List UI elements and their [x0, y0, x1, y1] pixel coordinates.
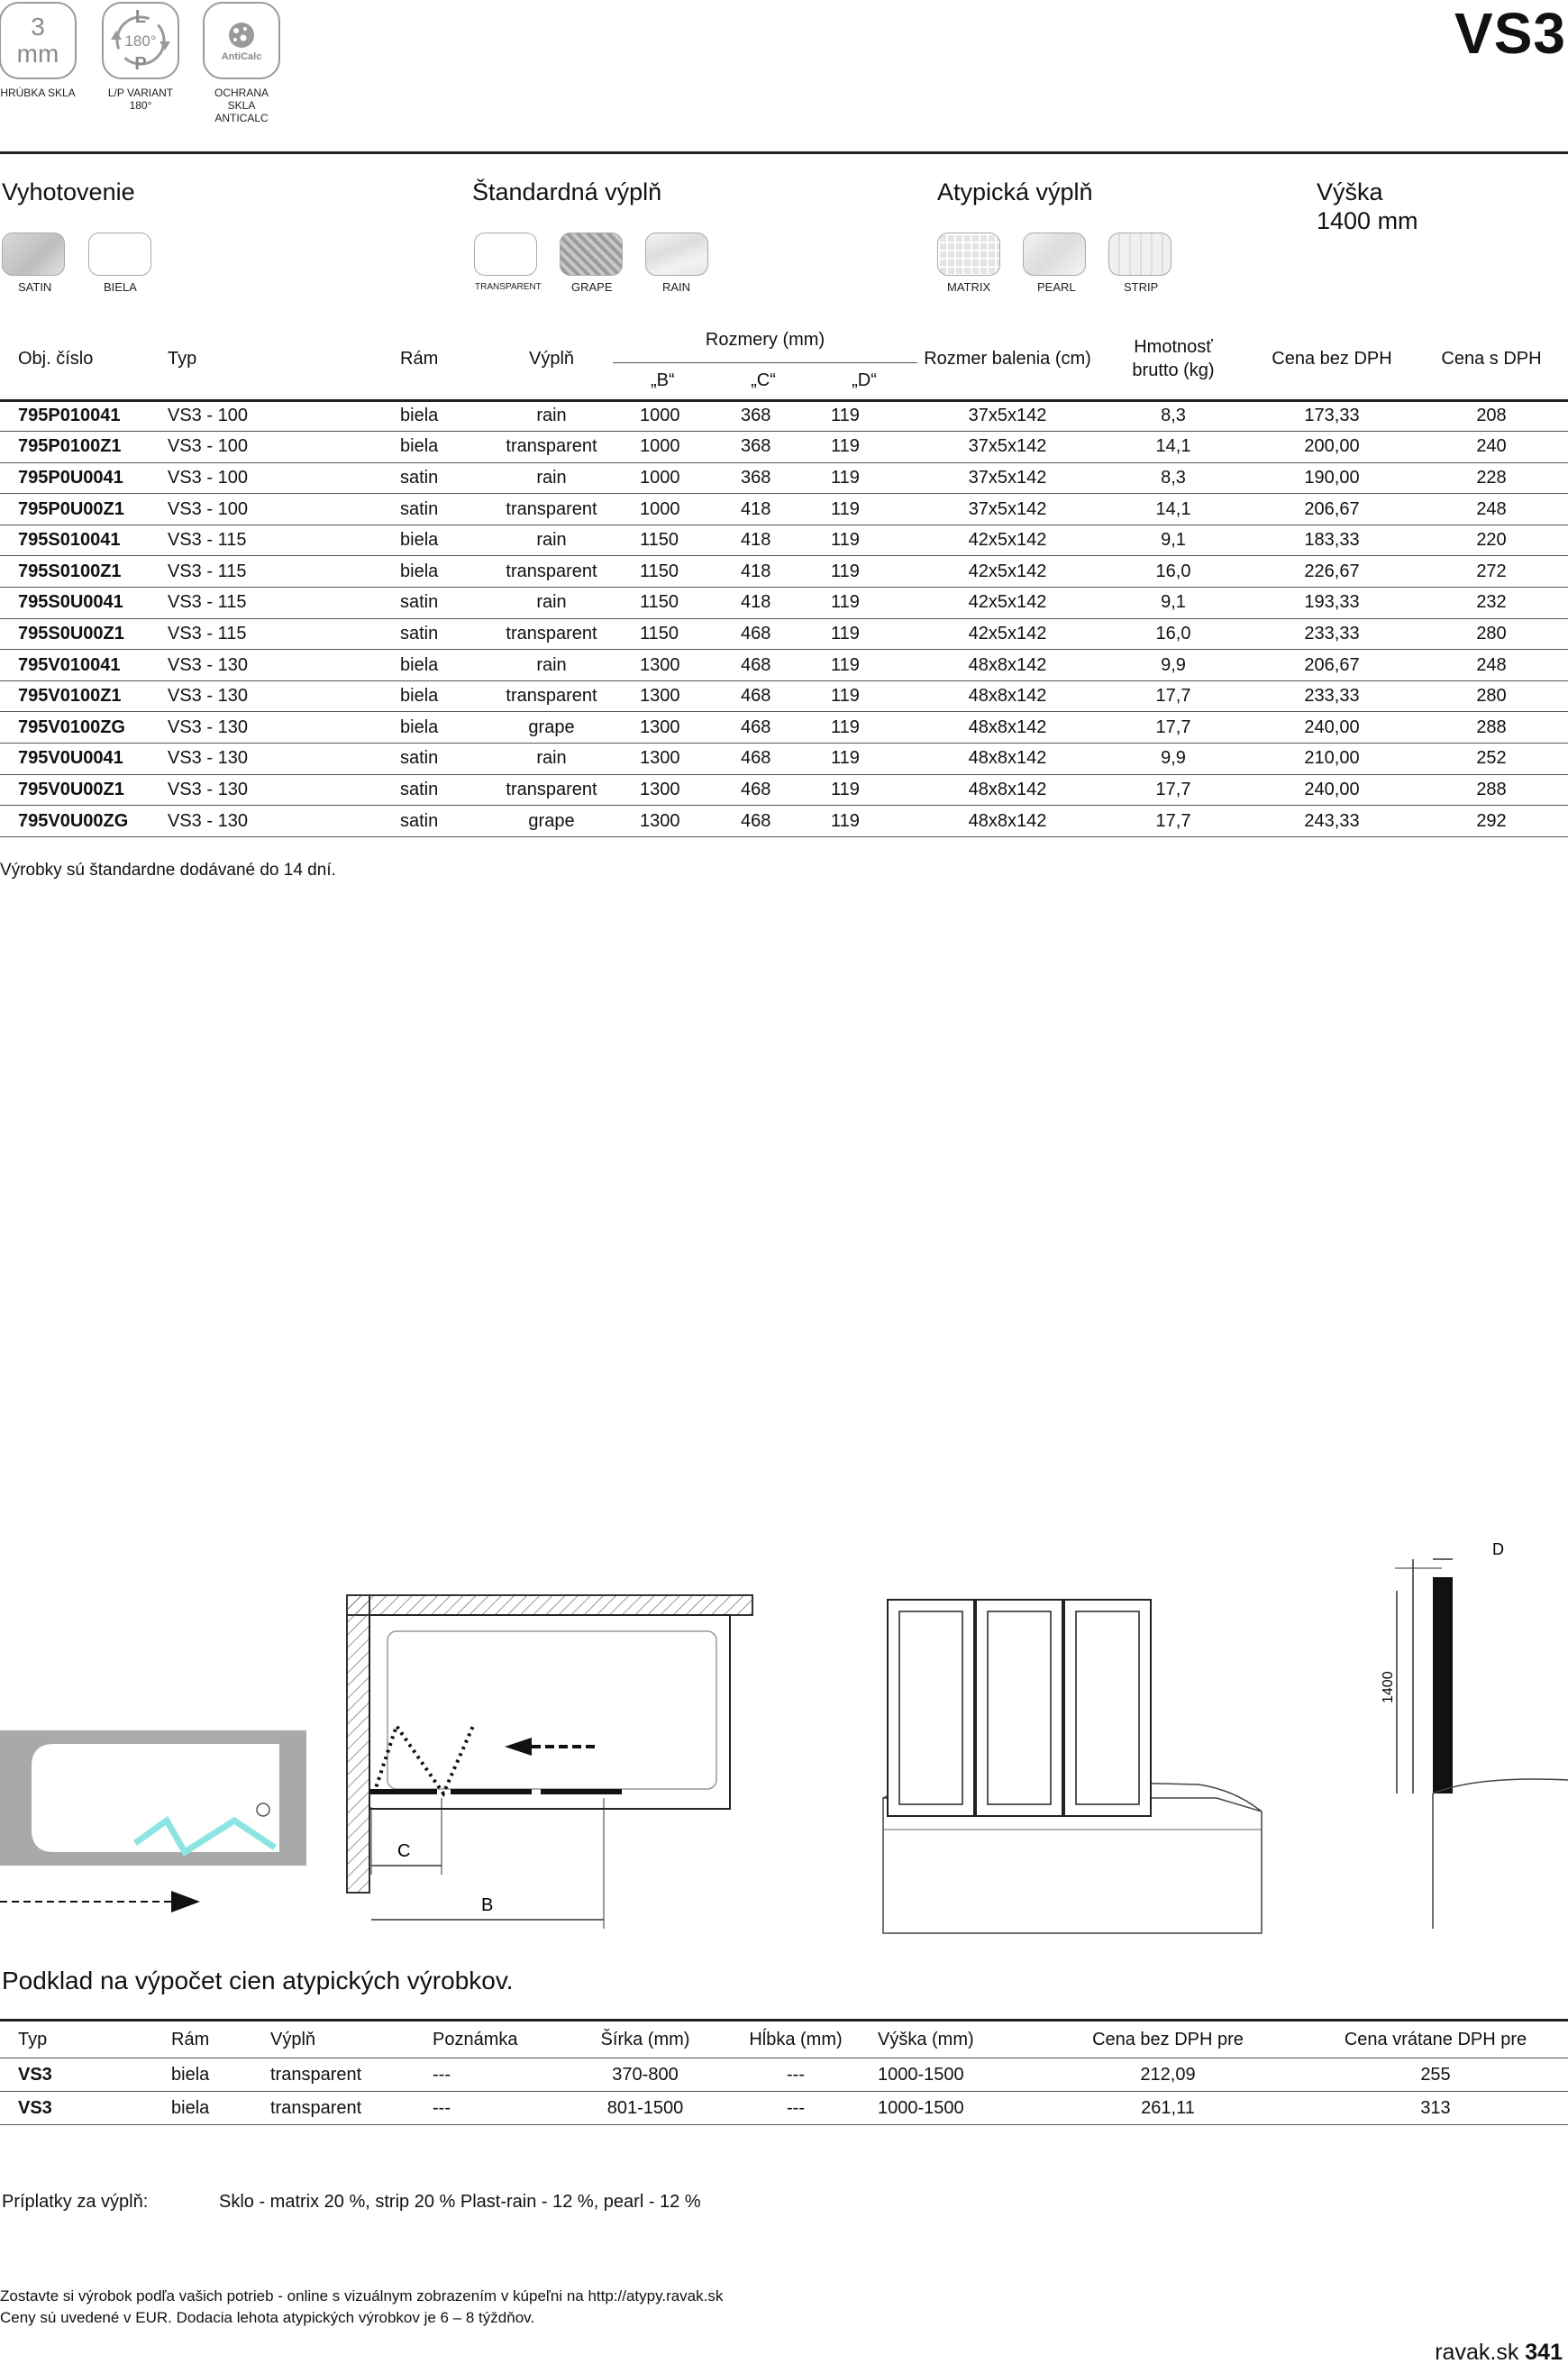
table-cell: 1000 — [613, 432, 716, 463]
table-cell: 119 — [811, 680, 917, 712]
table-cell: 9,9 — [1098, 650, 1249, 681]
anticalc-label: AntiCalc — [221, 51, 262, 62]
matrix-caption: MATRIX — [947, 280, 991, 294]
atypical-cell: --- — [416, 2058, 570, 2092]
table-cell: 240 — [1415, 432, 1568, 463]
table-cell: 1300 — [613, 680, 716, 712]
table-cell: 280 — [1415, 680, 1568, 712]
table-cell: 206,67 — [1249, 650, 1415, 681]
table-cell: VS3 - 100 — [160, 400, 400, 432]
col-price-inc: Cena s DPH — [1441, 348, 1542, 369]
table-cell: 17,7 — [1098, 712, 1249, 744]
table-cell: 418 — [716, 525, 811, 556]
page-footer — [1435, 2340, 1563, 2366]
table-cell: biela — [400, 680, 490, 712]
table-cell: 795V0U00Z1 — [0, 774, 160, 806]
table-cell: 418 — [716, 494, 811, 525]
table-cell: 200,00 — [1249, 432, 1415, 463]
transparent-caption: TRANSPARENT — [475, 282, 542, 292]
table-cell: 1300 — [613, 806, 716, 837]
col-d: „D“ — [852, 370, 877, 390]
atypical-cell: 313 — [1303, 2092, 1568, 2125]
grape-swatch — [560, 233, 623, 276]
top-divider — [0, 151, 1568, 154]
atypical-title: Podklad na výpočet cien atypických výrobkov. — [2, 1967, 514, 1994]
variant-angle: 180° — [124, 32, 157, 50]
table-cell: 368 — [716, 432, 811, 463]
atypical-header: Výška (mm) — [871, 2021, 1033, 2058]
lr-variant-icon — [102, 2, 179, 79]
surcharge-label: Príplatky za výplň: — [2, 2192, 149, 2212]
atypical-cell: 801-1500 — [570, 2092, 721, 2125]
table-cell: 292 — [1415, 806, 1568, 837]
col-price-ex: Cena bez DPH — [1272, 348, 1392, 369]
table-cell: 9,1 — [1098, 525, 1249, 556]
table-cell: VS3 - 115 — [160, 588, 400, 619]
table-cell: 468 — [716, 774, 811, 806]
table-row — [0, 680, 1568, 712]
thickness-caption: HRÚBKA SKLA — [0, 87, 76, 99]
transparent-swatch — [474, 233, 537, 276]
plan-view — [347, 1595, 752, 1929]
anticalc-icon — [203, 2, 280, 79]
col-frame: Rám — [400, 348, 439, 369]
variant-letter-p: P — [134, 54, 147, 74]
table-cell: 119 — [811, 806, 917, 837]
pearl-caption: PEARL — [1037, 280, 1076, 294]
atypical-header: Typ — [0, 2021, 160, 2058]
atypical-cell: transparent — [261, 2092, 416, 2125]
strip-caption: STRIP — [1124, 280, 1159, 294]
glass-thickness-icon — [0, 2, 77, 79]
table-row — [0, 556, 1568, 588]
table-row — [0, 400, 1568, 432]
table-cell: 795S010041 — [0, 525, 160, 556]
table-cell: 795P010041 — [0, 400, 160, 432]
table-cell: satin — [400, 494, 490, 525]
dim-b-label: B — [481, 1895, 494, 1915]
table-cell: VS3 - 115 — [160, 556, 400, 588]
table-cell: 233,33 — [1249, 618, 1415, 650]
table-cell: 42x5x142 — [917, 588, 1098, 619]
table-cell: 795S0100Z1 — [0, 556, 160, 588]
atypical-row — [0, 2092, 1568, 2125]
rain-caption: RAIN — [662, 280, 691, 294]
table-cell: 48x8x142 — [917, 806, 1098, 837]
col-fill: Výplň — [528, 348, 575, 369]
atypical-header: Poznámka — [416, 2021, 570, 2058]
atypical-cell: 255 — [1303, 2058, 1568, 2092]
table-cell: 16,0 — [1098, 618, 1249, 650]
grape-caption: GRAPE — [571, 280, 613, 294]
table-cell: 795P0U00Z1 — [0, 494, 160, 525]
table-cell: transparent — [490, 680, 613, 712]
table-cell: 795S0U00Z1 — [0, 618, 160, 650]
table-row — [0, 806, 1568, 837]
table-cell: 48x8x142 — [917, 774, 1098, 806]
table-cell: 795P0U0041 — [0, 462, 160, 494]
table-cell: 795V0U00ZG — [0, 806, 160, 837]
atypical-cell: transparent — [261, 2058, 416, 2092]
col-c: „C“ — [751, 370, 776, 390]
table-cell: VS3 - 100 — [160, 494, 400, 525]
atypical-row — [0, 2058, 1568, 2092]
table-cell: VS3 - 100 — [160, 432, 400, 463]
table-row — [0, 494, 1568, 525]
variant-spec — [96, 2, 186, 112]
table-cell: 48x8x142 — [917, 680, 1098, 712]
thickness-unit: mm — [16, 40, 59, 68]
table-cell: rain — [490, 588, 613, 619]
table-cell: rain — [490, 525, 613, 556]
table-cell: 37x5x142 — [917, 432, 1098, 463]
table-cell: 14,1 — [1098, 432, 1249, 463]
table-cell: rain — [490, 744, 613, 775]
table-cell: 119 — [811, 774, 917, 806]
col-dimensions: Rozmery (mm) — [613, 319, 917, 362]
table-cell: 233,33 — [1249, 680, 1415, 712]
table-cell: 1150 — [613, 556, 716, 588]
table-cell: VS3 - 115 — [160, 525, 400, 556]
table-cell: 17,7 — [1098, 774, 1249, 806]
technical-drawing — [0, 1523, 1568, 1947]
col-code: Obj. číslo — [18, 348, 94, 369]
table-cell: 48x8x142 — [917, 650, 1098, 681]
table-cell: 243,33 — [1249, 806, 1415, 837]
table-cell: 418 — [716, 588, 811, 619]
footer-line-2: Ceny sú uvedené v EUR. Dodacia lehota atypických výrobkov je 6 – 8 týždňov. — [0, 2309, 535, 2326]
atypical-cell: 1000-1500 — [871, 2058, 1033, 2092]
table-cell: 1150 — [613, 588, 716, 619]
table-cell: 240,00 — [1249, 774, 1415, 806]
table-cell: 119 — [811, 494, 917, 525]
table-cell: 190,00 — [1249, 462, 1415, 494]
atypical-cell: biela — [160, 2058, 261, 2092]
table-cell: 1300 — [613, 744, 716, 775]
table-cell: 37x5x142 — [917, 494, 1098, 525]
variant-letter-l: L — [134, 7, 147, 27]
dim-d-label: D — [1492, 1540, 1504, 1558]
table-cell: 468 — [716, 806, 811, 837]
atypical-header: Šírka (mm) — [570, 2021, 721, 2058]
table-cell: 288 — [1415, 774, 1568, 806]
atypical-header: Cena vrátane DPH pre — [1303, 2021, 1568, 2058]
satin-swatch — [2, 233, 65, 276]
product-table — [0, 319, 1568, 837]
table-cell: satin — [400, 774, 490, 806]
col-type: Typ — [168, 348, 197, 369]
table-cell: 1150 — [613, 618, 716, 650]
table-cell: satin — [400, 806, 490, 837]
table-cell: biela — [400, 525, 490, 556]
table-cell: rain — [490, 400, 613, 432]
table-cell: rain — [490, 650, 613, 681]
height-title: Výška — [1317, 178, 1383, 205]
atypical-cell: --- — [416, 2092, 570, 2125]
table-cell: 468 — [716, 680, 811, 712]
table-cell: 468 — [716, 650, 811, 681]
perspective-view — [883, 1600, 1262, 1933]
table-cell: biela — [400, 650, 490, 681]
table-cell: biela — [400, 556, 490, 588]
atypical-table — [0, 2019, 1568, 2125]
thickness-value: 3 — [31, 13, 45, 41]
table-cell: grape — [490, 712, 613, 744]
table-row — [0, 618, 1568, 650]
table-cell: 288 — [1415, 712, 1568, 744]
table-cell: 1000 — [613, 400, 716, 432]
table-cell: 17,7 — [1098, 806, 1249, 837]
table-cell: 795V0100ZG — [0, 712, 160, 744]
table-cell: 119 — [811, 618, 917, 650]
table-cell: 418 — [716, 556, 811, 588]
table-cell: 1300 — [613, 650, 716, 681]
atypical-header: Rám — [160, 2021, 261, 2058]
table-cell: 795V0U0041 — [0, 744, 160, 775]
table-cell: 119 — [811, 525, 917, 556]
table-cell: transparent — [490, 494, 613, 525]
table-row — [0, 525, 1568, 556]
standard-fill-title: Štandardná výplň — [472, 178, 662, 205]
page-number: 341 — [1525, 2340, 1563, 2365]
table-cell: grape — [490, 806, 613, 837]
table-cell: 9,9 — [1098, 744, 1249, 775]
table-cell: VS3 - 130 — [160, 680, 400, 712]
table-cell: transparent — [490, 432, 613, 463]
height-value: 1400 mm — [1317, 207, 1418, 234]
table-cell: 119 — [811, 462, 917, 494]
table-cell: transparent — [490, 556, 613, 588]
table-cell: 1150 — [613, 525, 716, 556]
table-cell: 272 — [1415, 556, 1568, 588]
table-cell: 795P0100Z1 — [0, 432, 160, 463]
table-cell: 795V0100Z1 — [0, 680, 160, 712]
table-cell: 468 — [716, 618, 811, 650]
table-cell: 8,3 — [1098, 400, 1249, 432]
table-cell: VS3 - 130 — [160, 774, 400, 806]
table-row — [0, 462, 1568, 494]
table-cell: 14,1 — [1098, 494, 1249, 525]
table-row — [0, 588, 1568, 619]
table-cell: 1000 — [613, 494, 716, 525]
table-cell: 183,33 — [1249, 525, 1415, 556]
table-cell: 119 — [811, 588, 917, 619]
atypical-fill-title: Atypická výplň — [937, 178, 1093, 205]
table-cell: 280 — [1415, 618, 1568, 650]
table-cell: 206,67 — [1249, 494, 1415, 525]
col-b: „B“ — [651, 370, 675, 390]
atypical-cell: 212,09 — [1033, 2058, 1303, 2092]
table-cell: VS3 - 115 — [160, 618, 400, 650]
delivery-note: Výrobky sú štandardne dodávané do 14 dní. — [0, 861, 336, 880]
table-cell: 173,33 — [1249, 400, 1415, 432]
table-cell: VS3 - 100 — [160, 462, 400, 494]
table-cell: 37x5x142 — [917, 462, 1098, 494]
table-cell: satin — [400, 588, 490, 619]
matrix-swatch — [937, 233, 1000, 276]
side-view — [1381, 1540, 1568, 1929]
table-cell: 795V010041 — [0, 650, 160, 681]
table-cell: 48x8x142 — [917, 744, 1098, 775]
table-cell: 42x5x142 — [917, 525, 1098, 556]
dim-c-label: C — [397, 1841, 411, 1861]
table-cell: satin — [400, 618, 490, 650]
table-cell: 368 — [716, 400, 811, 432]
atypical-cell: 370-800 — [570, 2058, 721, 2092]
table-cell: 248 — [1415, 494, 1568, 525]
atypical-cell: 1000-1500 — [871, 2092, 1033, 2125]
table-cell: 17,7 — [1098, 680, 1249, 712]
table-cell: 9,1 — [1098, 588, 1249, 619]
table-cell: 248 — [1415, 650, 1568, 681]
table-cell: 119 — [811, 400, 917, 432]
table-cell: 468 — [716, 712, 811, 744]
table-cell: 1000 — [613, 462, 716, 494]
table-cell: VS3 - 130 — [160, 712, 400, 744]
atypical-header: Hĺbka (mm) — [721, 2021, 871, 2058]
bath-top-view — [0, 1730, 306, 1912]
atypical-cell: VS3 — [0, 2092, 160, 2125]
table-cell: VS3 - 130 — [160, 806, 400, 837]
table-cell: 37x5x142 — [917, 400, 1098, 432]
table-cell: biela — [400, 400, 490, 432]
table-row — [0, 650, 1568, 681]
table-cell: 1300 — [613, 712, 716, 744]
satin-caption: SATIN — [18, 280, 52, 294]
table-cell: 119 — [811, 650, 917, 681]
atypical-header: Výplň — [261, 2021, 416, 2058]
atypical-cell: 261,11 — [1033, 2092, 1303, 2125]
table-cell: satin — [400, 462, 490, 494]
table-row — [0, 712, 1568, 744]
white-caption: BIELA — [104, 280, 137, 294]
anticalc-caption: OCHRANA SKLA ANTICALC — [214, 87, 269, 124]
variant-caption: L/P VARIANT 180° — [107, 87, 174, 112]
col-weight: Hmotnosť brutto (kg) — [1132, 337, 1215, 381]
table-cell: 119 — [811, 432, 917, 463]
atypical-cell: VS3 — [0, 2058, 160, 2092]
atypical-cell: --- — [721, 2058, 871, 2092]
table-cell: 228 — [1415, 462, 1568, 494]
table-cell: 232 — [1415, 588, 1568, 619]
dim-height-label: 1400 — [1381, 1671, 1396, 1703]
footer-line-1: Zostavte si výrobok podľa vašich potrieb - online s vizuálnym zobrazením v kúpeľni na http://atypy.ravak.sk — [0, 2287, 724, 2305]
table-cell: biela — [400, 432, 490, 463]
table-cell: satin — [400, 744, 490, 775]
table-cell: 226,67 — [1249, 556, 1415, 588]
table-cell: rain — [490, 462, 613, 494]
thickness-spec — [0, 2, 83, 99]
table-cell: 16,0 — [1098, 556, 1249, 588]
surcharge-text: Sklo - matrix 20 %, strip 20 % Plast-rain - 12 %, pearl - 12 % — [219, 2192, 701, 2212]
table-cell: VS3 - 130 — [160, 744, 400, 775]
table-cell: 119 — [811, 556, 917, 588]
table-cell: 240,00 — [1249, 712, 1415, 744]
table-cell: 8,3 — [1098, 462, 1249, 494]
atypical-cell: biela — [160, 2092, 261, 2125]
table-cell: 208 — [1415, 400, 1568, 432]
atypical-cell: --- — [721, 2092, 871, 2125]
anticalc-spec — [196, 2, 287, 124]
table-cell: VS3 - 130 — [160, 650, 400, 681]
table-cell: 48x8x142 — [917, 712, 1098, 744]
model-title: VS3 — [1454, 1, 1566, 66]
rain-swatch — [645, 233, 708, 276]
table-cell: transparent — [490, 618, 613, 650]
table-row — [0, 432, 1568, 463]
table-cell: 210,00 — [1249, 744, 1415, 775]
table-row — [0, 774, 1568, 806]
strip-swatch — [1108, 233, 1171, 276]
white-swatch — [88, 233, 151, 276]
finish-title: Vyhotovenie — [2, 178, 135, 205]
table-cell: 368 — [716, 462, 811, 494]
col-package: Rozmer balenia (cm) — [924, 348, 1091, 369]
site-name: ravak.sk — [1435, 2340, 1519, 2365]
table-cell: biela — [400, 712, 490, 744]
pearl-swatch — [1023, 233, 1086, 276]
table-cell: 1300 — [613, 774, 716, 806]
table-cell: 193,33 — [1249, 588, 1415, 619]
table-cell: 252 — [1415, 744, 1568, 775]
table-cell: 795S0U0041 — [0, 588, 160, 619]
table-cell: transparent — [490, 774, 613, 806]
table-cell: 119 — [811, 712, 917, 744]
table-cell: 42x5x142 — [917, 556, 1098, 588]
table-cell: 220 — [1415, 525, 1568, 556]
atypical-header: Cena bez DPH pre — [1033, 2021, 1303, 2058]
table-cell: 119 — [811, 744, 917, 775]
table-row — [0, 744, 1568, 775]
table-cell: 468 — [716, 744, 811, 775]
table-cell: 42x5x142 — [917, 618, 1098, 650]
